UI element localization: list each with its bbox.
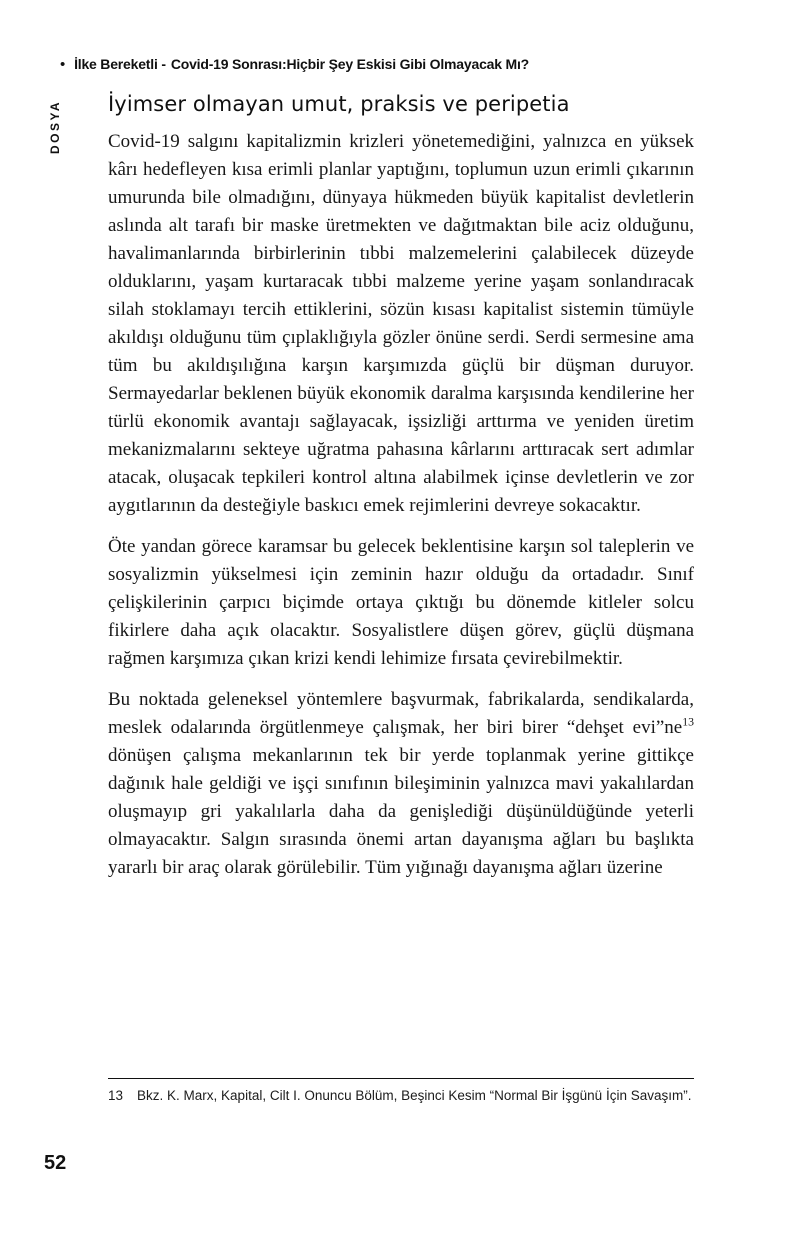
- body-paragraph-2: Öte yandan görece karamsar bu gelecek beklentisine karşın sol taleplerin ve sosyalizmin yükselmesi için zeminin hazır olduğu da ortadadır. Sınıf çelişkilerinin çarpıcı biçimde ortaya çıktığı bu dönemde kitleler solcu fikirlere daha açık olacaktır. Sosyalistlere düşen görev, güçlü düşmana rağmen karşımıza çıkan krizi kendi lehimize fırsata çevirebilmektir.: [108, 536, 694, 669]
- footnote-number: 13: [108, 1088, 124, 1103]
- page-number: 52: [44, 1152, 67, 1174]
- footnote-block: [108, 1078, 694, 1105]
- paragraph-text: dönüşen çalışma mekanlarının tek bir yerde toplanmak yerine gittikçe dağınık hale geldiği ve işçi sınıfının bileşiminin yalnızca mavi yakalılardan oluşmayıp gri yakalılarla daha da genişlediği düşünüldüğünde yeterli olmayacaktır. Salgın sırasında önemi artan dayanışma ağları bu başlıkta yararlı bir araç olarak görülebilir. Tüm yığınağı dayanışma ağları üzerine: [108, 745, 694, 878]
- header-author: İlke Bereketli -: [74, 56, 166, 72]
- body-paragraph-1: Covid-19 salgını kapitalizmin krizleri yönetemediğini, yalnızca en yüksek kârı hedefleyen kısa erimli planlar yaptığını, toplumun uzun erimli çıkarının umurunda bile olmadığını, dünyaya hükmeden büyük kapitalist devletlerin aslında alt tarafı bir maske üretmekten ve dağıtmaktan bile aciz olduğunu, havalimanlarında birbirlerinin tıbbi malzemelerini çalabilecek düzeyde olduklarını, yaşam kurtaracak tıbbi malzeme yerine yaşam sonlandıracak silah stoklamayı tercih ettiklerini, sözün kısası kapitalist sistemin tümüyle akıldışı olduğunu tüm çıplaklığıyla gözler önüne serdi. Serdi sermesine ama tüm bu akıldışılığına karşın karşımızda güçlü bir düşman duruyor. Sermayedarlar beklenen büyük ekonomik daralma karşısında kendilerine her türlü ekonomik avantajı sağlayacak, işsizliği arttırma ve yeniden üretim mekanizmalarını sekteye uğratma pahasına kârlarını arttıracak sert adımlar atacak, oluşacak tepkileri kontrol altına alabilmek içinse devletlerin ve zor aygıtlarının da desteğiyle baskıcı emek rejimlerini devreye sokacaktır.: [108, 131, 694, 516]
- footnote-marker: 13: [682, 715, 694, 729]
- body-paragraph-3: [108, 686, 694, 882]
- footnote: [108, 1086, 694, 1105]
- text-column: [108, 92, 694, 895]
- running-header: [60, 56, 700, 73]
- footnote-divider: [108, 1078, 694, 1079]
- header-book-title: Covid-19 Sonrası:Hiçbir Şey Eskisi Gibi Olmayacak Mı?: [170, 56, 530, 72]
- section-label-vertical: DOSYA: [48, 99, 62, 154]
- header-bullet: •: [60, 56, 66, 73]
- paragraph-text: Bu noktada geleneksel yöntemlere başvurmak, fabrikalarda, sendikalarda, meslek odalarında örgütlenmeye çalışmak, her biri birer “dehşet evi”ne: [108, 689, 694, 738]
- section-title: İyimser olmayan umut, praksis ve peripetia: [108, 92, 570, 116]
- footnote-text: Bkz. K. Marx, Kapital, Cilt I. Onuncu Bölüm, Beşinci Kesim “Normal Bir İşgünü İçin Savaşım”.: [137, 1088, 692, 1103]
